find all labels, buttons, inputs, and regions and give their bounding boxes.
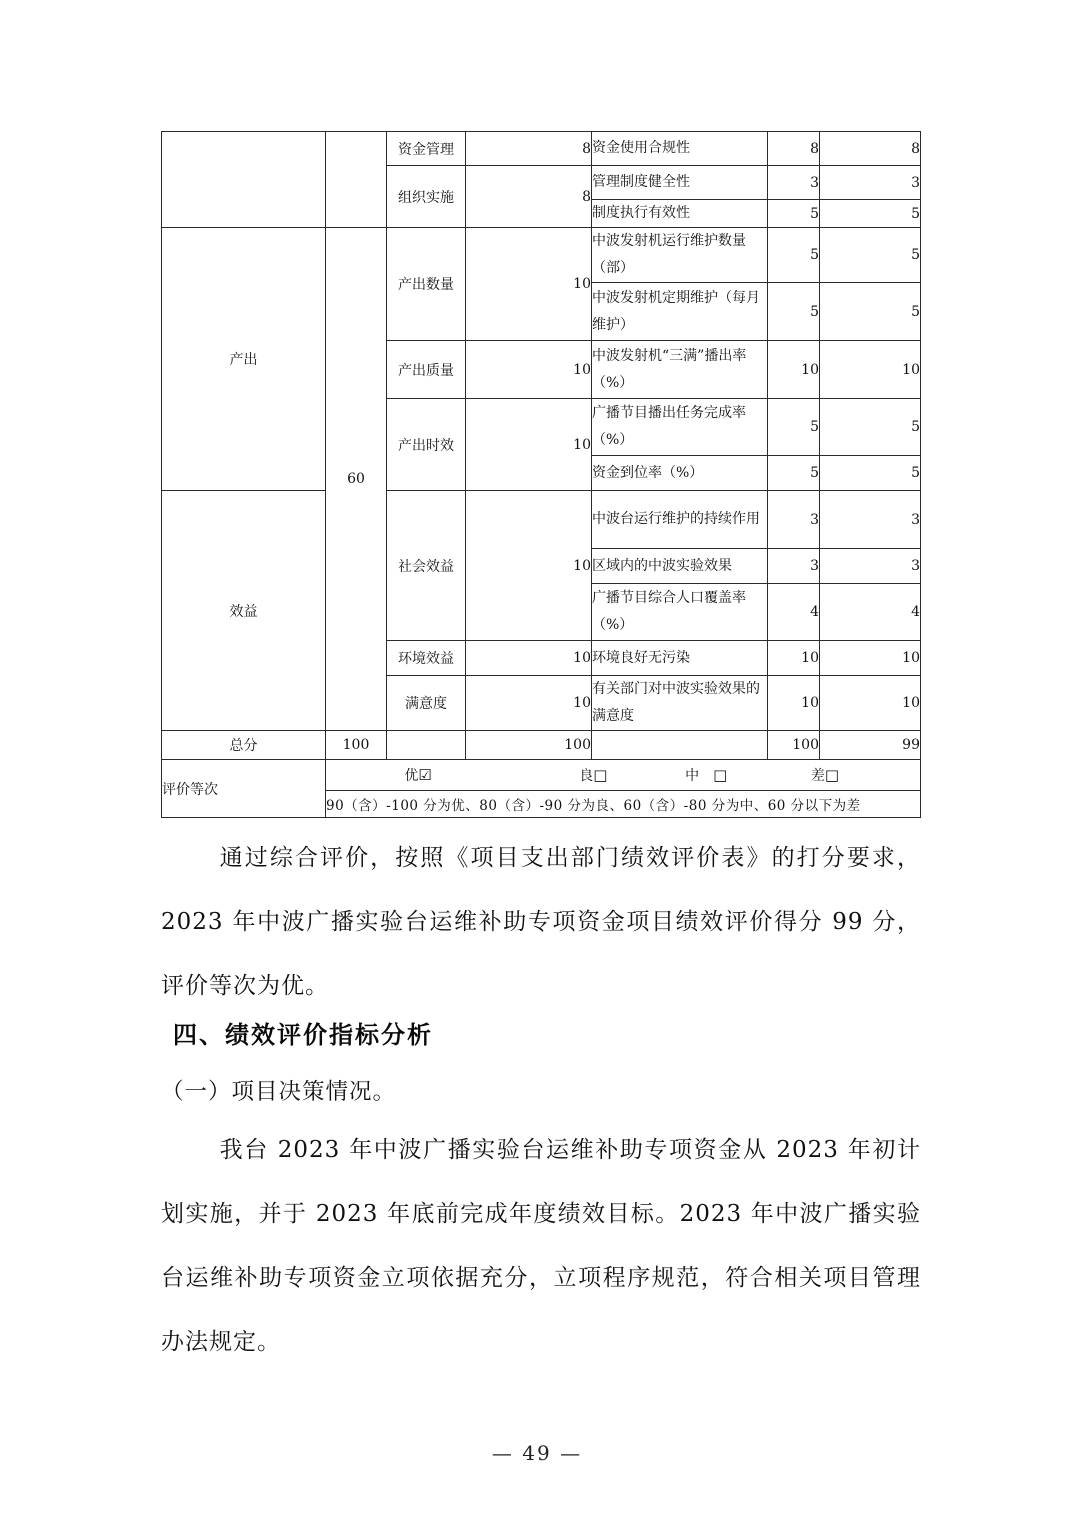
performance-score-table (161, 131, 921, 818)
subsection-heading: （一）项目决策情况。 (161, 1079, 397, 1105)
indicator-result: 5 (820, 228, 921, 283)
group-weight: 8 (466, 132, 592, 166)
indicator-name: 资金到位率（%） (592, 456, 768, 491)
grade-option-good (579, 765, 607, 785)
grade-option-label: 良 (579, 768, 594, 784)
group-weight: 10 (466, 491, 592, 641)
group-name: 社会效益 (387, 491, 466, 641)
total-group-weight: 100 (466, 731, 592, 760)
indicator-result: 10 (820, 341, 921, 399)
checkbox-checked-icon: ☑ (418, 766, 432, 784)
indicator-name: 资金使用合规性 (592, 132, 768, 166)
indicator-name: 中波发射机运行维护数量（部） (592, 228, 768, 283)
indicator-name: 中波台运行维护的持续作用 (592, 491, 768, 549)
indicator-name: 中波发射机定期维护（每月维护） (592, 283, 768, 341)
total-category-weight: 100 (326, 731, 387, 760)
summary-paragraph: 通过综合评价，按照《项目支出部门绩效评价表》的打分要求，2023 年中波广播实验台运维补助专项资金项目绩效评价得分 99 分，评价等次为优。 (161, 845, 921, 999)
indicator-result: 10 (820, 641, 921, 676)
indicator-result: 5 (820, 200, 921, 228)
indicator-name: 中波发射机“三满”播出率（%） (592, 341, 768, 399)
section-heading: 四、绩效评价指标分析 (173, 1022, 433, 1049)
indicator-score: 5 (768, 283, 820, 341)
grade-options-cell (326, 760, 921, 791)
indicator-result: 8 (820, 132, 921, 166)
group-name: 产出数量 (387, 228, 466, 341)
indicator-score: 5 (768, 456, 820, 491)
group-weight: 10 (466, 641, 592, 676)
indicator-result: 3 (820, 549, 921, 584)
group-weight: 8 (466, 166, 592, 228)
body-text (161, 826, 921, 1374)
table-row (162, 491, 921, 549)
continued-weight-cell (326, 132, 387, 228)
category-benefit: 效益 (162, 491, 326, 731)
group-weight: 10 (466, 228, 592, 341)
continued-category-cell (162, 132, 326, 228)
total-label: 总分 (162, 731, 326, 760)
group-name: 满意度 (387, 676, 466, 731)
indicator-name: 区域内的中波实验效果 (592, 549, 768, 584)
total-score: 100 (768, 731, 820, 760)
category-combined-weight: 60 (326, 228, 387, 731)
page-number: — 49 — (491, 1441, 583, 1465)
group-weight: 10 (466, 676, 592, 731)
total-result: 99 (820, 731, 921, 760)
group-name: 产出时效 (387, 399, 466, 491)
indicator-name: 广播节目播出任务完成率（%） (592, 399, 768, 456)
grade-option-medium (685, 765, 727, 785)
group-weight: 10 (466, 399, 592, 491)
indicator-result: 5 (820, 456, 921, 491)
table-row (162, 228, 921, 283)
indicator-score: 5 (768, 200, 820, 228)
indicator-name: 制度执行有效性 (592, 200, 768, 228)
grade-note: 90（含）-100 分为优、80（含）-90 分为良、60（含）-80 分为中、60 分以下为差 (326, 791, 921, 818)
grade-option-poor (811, 765, 839, 785)
indicator-result: 5 (820, 283, 921, 341)
group-weight: 10 (466, 341, 592, 399)
analysis-paragraph: 我台 2023 年中波广播实验台运维补助专项资金从 2023 年初计划实施，并于 2023 年底前完成年度绩效目标。2023 年中波广播实验台运维补助专项资金立项依据充分，立项程序规范，符合相关项目管理办法规定。 (161, 1137, 921, 1355)
table-row (162, 731, 921, 760)
indicator-score: 10 (768, 641, 820, 676)
indicator-result: 3 (820, 491, 921, 549)
group-name: 资金管理 (387, 132, 466, 166)
indicator-score: 3 (768, 491, 820, 549)
indicator-score: 10 (768, 341, 820, 399)
grade-option-label: 优 (404, 768, 419, 784)
checkbox-unchecked-icon: □ (593, 766, 608, 784)
indicator-score: 5 (768, 228, 820, 283)
grade-option-excellent (404, 765, 431, 785)
indicator-name: 管理制度健全性 (592, 166, 768, 200)
checkbox-unchecked-icon: □ (824, 766, 840, 784)
indicator-score: 10 (768, 676, 820, 731)
category-output: 产出 (162, 228, 326, 491)
checkbox-unchecked-icon: □ (713, 766, 728, 784)
total-empty-cell (592, 731, 768, 760)
indicator-score: 3 (768, 549, 820, 584)
indicator-result: 5 (820, 399, 921, 456)
indicator-result: 3 (820, 166, 921, 200)
indicator-score: 3 (768, 166, 820, 200)
total-empty-cell (387, 731, 466, 760)
indicator-score: 5 (768, 399, 820, 456)
indicator-name: 广播节目综合人口覆盖率（%） (592, 584, 768, 641)
group-name: 环境效益 (387, 641, 466, 676)
indicator-score: 4 (768, 584, 820, 641)
indicator-result: 10 (820, 676, 921, 731)
grade-label: 评价等次 (162, 760, 326, 818)
table-row (162, 760, 921, 791)
table-row (162, 132, 921, 166)
grade-option-label: 差 (810, 768, 825, 784)
group-name: 产出质量 (387, 341, 466, 399)
indicator-name: 环境良好无污染 (592, 641, 768, 676)
indicator-score: 8 (768, 132, 820, 166)
group-name: 组织实施 (387, 166, 466, 228)
grade-option-label: 中 (685, 768, 714, 784)
indicator-name: 有关部门对中波实验效果的满意度 (592, 676, 768, 731)
indicator-result: 4 (820, 584, 921, 641)
